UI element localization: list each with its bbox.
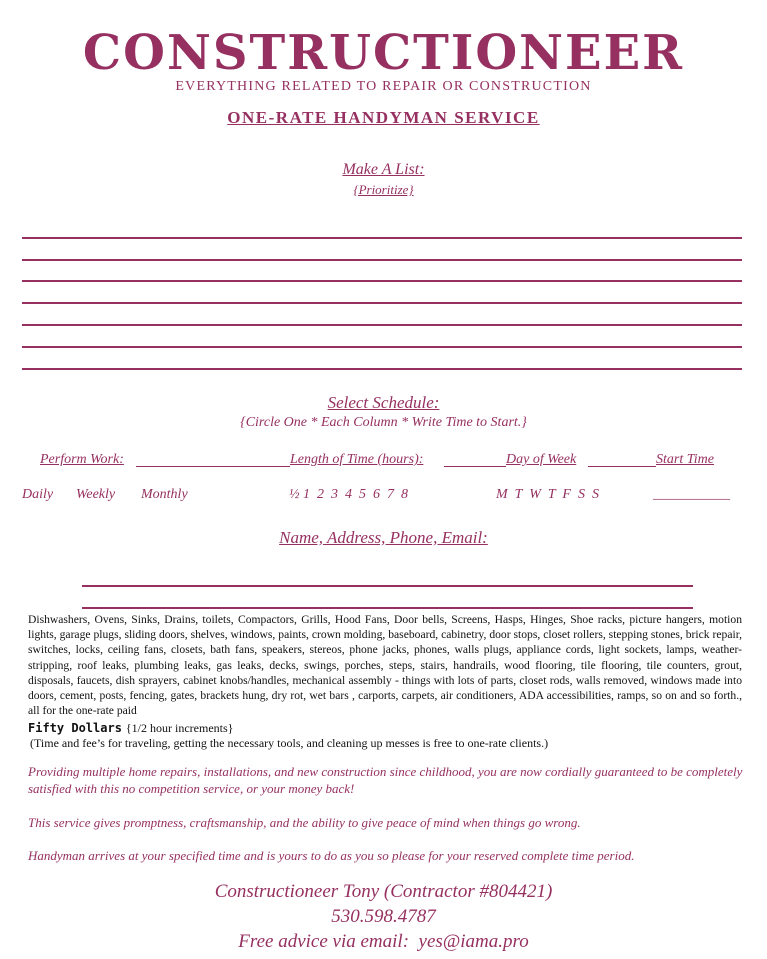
hours-options[interactable]: ½ 1 2 3 4 5 6 7 8 — [289, 487, 408, 502]
list-line-6[interactable] — [22, 346, 742, 348]
list-title: Make A List: — [342, 161, 425, 178]
email-link[interactable]: yes@iama.pro — [418, 931, 529, 952]
promo-paragraph-3: Handyman arrives at your specified time and is yours to do as you so please for your reserved complete time period. — [28, 848, 635, 863]
col-length-of-time: Length of Time (hours): — [290, 452, 424, 467]
increments: {1/2 hour increments} — [125, 721, 234, 735]
header-underline-2 — [444, 466, 506, 467]
tagline: EVERYTHING RELATED TO REPAIR OR CONSTRUCTION — [175, 79, 592, 94]
list-line-3[interactable] — [22, 280, 742, 282]
brand-title: CONSTRUCTIONEER — [82, 25, 685, 81]
schedule-title: Select Schedule: — [327, 393, 440, 412]
col-day-of-week: Day of Week — [506, 452, 577, 467]
list-line-7[interactable] — [22, 368, 742, 370]
service-title: ONE-RATE HANDYMAN SERVICE — [227, 108, 540, 127]
list-line-2[interactable] — [22, 259, 742, 261]
promo-paragraph-2: This service gives promptness, craftsmanship, and the ability to give peace of mind when things go wrong. — [28, 815, 581, 830]
header-underline-1 — [136, 466, 290, 467]
col-start-time: Start Time — [656, 452, 714, 467]
price: Fifty Dollars — [28, 721, 122, 735]
option-daily[interactable]: Daily — [22, 487, 54, 502]
phone-number[interactable]: 530.598.4787 — [331, 906, 436, 927]
list-line-4[interactable] — [22, 302, 742, 304]
list-line-1[interactable] — [22, 237, 742, 239]
contact-line-1[interactable] — [82, 585, 693, 587]
price-line — [28, 719, 233, 737]
promo-paragraph-1: Providing multiple home repairs, installations, and new construction since childhood, you are now cordially guaranteed to be completely satisfied with this no competition service, or your money back! — [28, 764, 743, 796]
schedule-instructions: {Circle One * Each Column * Write Time to Start.} — [240, 415, 527, 430]
header-underline-3 — [588, 466, 656, 467]
contact-title: Name, Address, Phone, Email: — [279, 528, 488, 547]
option-monthly[interactable]: Monthly — [141, 487, 188, 502]
contractor-name: Constructioneer Tony (Contractor #804421) — [214, 881, 553, 902]
email-label: Free advice via email: — [238, 931, 410, 952]
services-description: Dishwashers, Ovens, Sinks, Drains, toilets, Compactors, Grills, Hood Fans, Door bells, Screens, Hasps, Hinges, Shoe racks, picture hangers, motion lights, garage plugs, sliding doors, shelves, windows, paints, crown molding, baseboard, cabinetry, door stops, closet rollers, stepping stones, brick repair, switches, locks, ceiling fans, closets, bath fans, speakers, stereos, phone jacks, phones, walls plugs, appliance cords, light sockets, lamps, weather-stripping, roof leaks, plumbing leaks, gas leaks, decks, swings, porches, steps, stairs, handrails, wood flooring, tile flooring, tile counters, grout, disposals, faucets, dish sprayers, cabinet knobs/handles, mechanical assembly - things with lots of parts, closet rods, walls removed, windows made into doors, cement, posts, fencing, gates, brackets hung, dry rot, wet bars , carports, carpets, air conditioners, ADA accessibilities, ramps, so on and so forth., all for the one-rate paid — [28, 613, 742, 718]
start-time-field[interactable]: ___________ — [653, 487, 730, 502]
list-subtitle: {Prioritize} — [353, 182, 414, 197]
day-options[interactable]: M T W T F S S — [496, 487, 599, 502]
list-line-5[interactable] — [22, 324, 742, 326]
fees-note: (Time and fee’s for traveling, getting the necessary tools, and cleaning up messes is free to one-rate clients.) — [30, 736, 549, 750]
option-weekly[interactable]: Weekly — [76, 487, 116, 502]
contact-line-2[interactable] — [82, 607, 693, 609]
email-line — [0, 931, 767, 953]
col-perform-work: Perform Work: — [40, 452, 124, 467]
